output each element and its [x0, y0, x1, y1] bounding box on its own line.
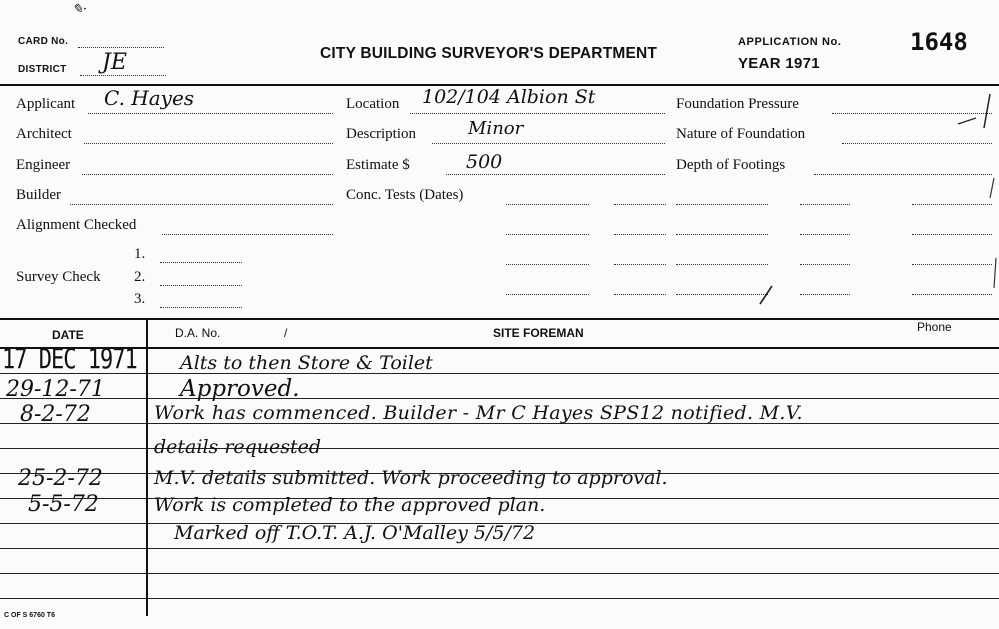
table-rule-10: [0, 598, 999, 599]
description-label: Description: [346, 126, 416, 142]
conc-line-a3: [506, 264, 589, 265]
site-foreman-header: SITE FOREMAN: [493, 326, 584, 340]
applicant-value: C. Hayes: [104, 86, 195, 110]
col3-line-b1: [800, 204, 850, 205]
alignment-checked-line: [162, 234, 333, 235]
col3-line-b3: [800, 264, 850, 265]
foundation-pressure-label: Foundation Pressure: [676, 96, 799, 112]
survey-line-3: [160, 307, 242, 308]
corner-pencil-mark: ✎·: [72, 2, 88, 17]
table-rule-4: [0, 448, 999, 449]
row-1-date-stamp: 17 DEC 1971: [2, 344, 137, 376]
col3-line-a3: [676, 264, 768, 265]
estimate-label: Estimate $: [346, 157, 410, 173]
row-6-date: 5-5-72: [28, 492, 99, 517]
phone-header: Phone: [917, 320, 952, 334]
col3-line-a1: [676, 204, 768, 205]
location-value: 102/104 Albion St: [422, 86, 596, 108]
table-rule-2: [0, 398, 999, 399]
card-no-label: CARD No.: [18, 36, 69, 47]
survey-number-2: 2.: [134, 269, 146, 285]
nature-of-foundation-label: Nature of Foundation: [676, 126, 806, 142]
application-no-value: 1648: [910, 28, 968, 56]
table-header-rule: [0, 347, 999, 349]
table-rule-8: [0, 548, 999, 549]
estimate-value: 500: [466, 151, 503, 173]
district-line: [80, 75, 166, 76]
col3-line-b2: [800, 234, 850, 235]
row-5-entry: M.V. details submitted. Work proceeding to approval.: [154, 467, 668, 489]
conc-line-b3: [614, 264, 666, 265]
conc-line-b2: [614, 234, 666, 235]
location-line: [410, 113, 665, 114]
engineer-line: [82, 174, 333, 175]
row-1-entry: Alts to then Store & Toilet: [180, 352, 433, 374]
col3-line-a4: [676, 294, 768, 295]
conc-line-a2: [506, 234, 589, 235]
builder-line: [70, 204, 333, 205]
col3-line-b4: [800, 294, 850, 295]
row-3-entry: Work has commenced. Builder - Mr C Hayes SPS12 notified. M.V.: [154, 402, 803, 424]
alignment-checked-label: Alignment Checked: [16, 217, 137, 233]
survey-check-label: Survey Check: [16, 269, 101, 285]
description-value: Minor: [468, 118, 524, 139]
table-top-divider: [0, 318, 999, 320]
builder-label: Builder: [16, 187, 61, 203]
description-line: [432, 143, 665, 144]
depth-of-footings-label: Depth of Footings: [676, 157, 786, 173]
district-value: JE: [102, 50, 127, 75]
row-2-date: 29-12-71: [6, 377, 105, 402]
applicant-label: Applicant: [16, 96, 76, 112]
row-3-date: 8-2-72: [20, 402, 91, 427]
row-4-entry: details requested: [154, 436, 322, 458]
survey-line-2: [160, 285, 242, 286]
da-no-header: D.A. No.: [175, 326, 221, 340]
estimate-line: [446, 174, 665, 175]
location-label: Location: [346, 96, 400, 112]
architect-label: Architect: [16, 126, 72, 142]
architect-line: [84, 143, 333, 144]
pencil-tick-marks: [950, 88, 998, 318]
application-no-label: APPLICATION No.: [738, 36, 842, 48]
conc-line-a1: [506, 204, 589, 205]
applicant-line: [88, 113, 333, 114]
survey-line-1: [160, 262, 242, 263]
conc-tests-label: Conc. Tests (Dates): [346, 187, 464, 203]
district-label: DISTRICT: [18, 64, 67, 75]
date-header: DATE: [52, 328, 84, 342]
survey-number-3: 3.: [134, 291, 146, 307]
department-title: CITY BUILDING SURVEYOR'S DEPARTMENT: [320, 45, 658, 62]
col3-line-a2: [676, 234, 768, 235]
survey-number-1: 1.: [134, 246, 146, 262]
card-no-line: [78, 47, 164, 48]
row-6-entry: Work is completed to the approved plan.: [154, 494, 546, 516]
row-2-entry: Approved.: [180, 376, 300, 402]
row-5-date: 25-2-72: [18, 466, 103, 491]
engineer-label: Engineer: [16, 157, 71, 173]
form-code: C OF S 6760 T6: [4, 612, 55, 619]
table-rule-1: [0, 373, 999, 374]
year-label: YEAR 1971: [738, 55, 820, 72]
pencil-check-mark: [756, 282, 776, 310]
conc-line-b1: [614, 204, 666, 205]
conc-line-b4: [614, 294, 666, 295]
conc-line-a4: [506, 294, 589, 295]
row-7-entry: Marked off T.O.T. A.J. O'Malley 5/5/72: [174, 522, 536, 544]
da-slash: /: [284, 326, 288, 340]
table-rule-9: [0, 573, 999, 574]
date-column-divider: [146, 318, 148, 616]
